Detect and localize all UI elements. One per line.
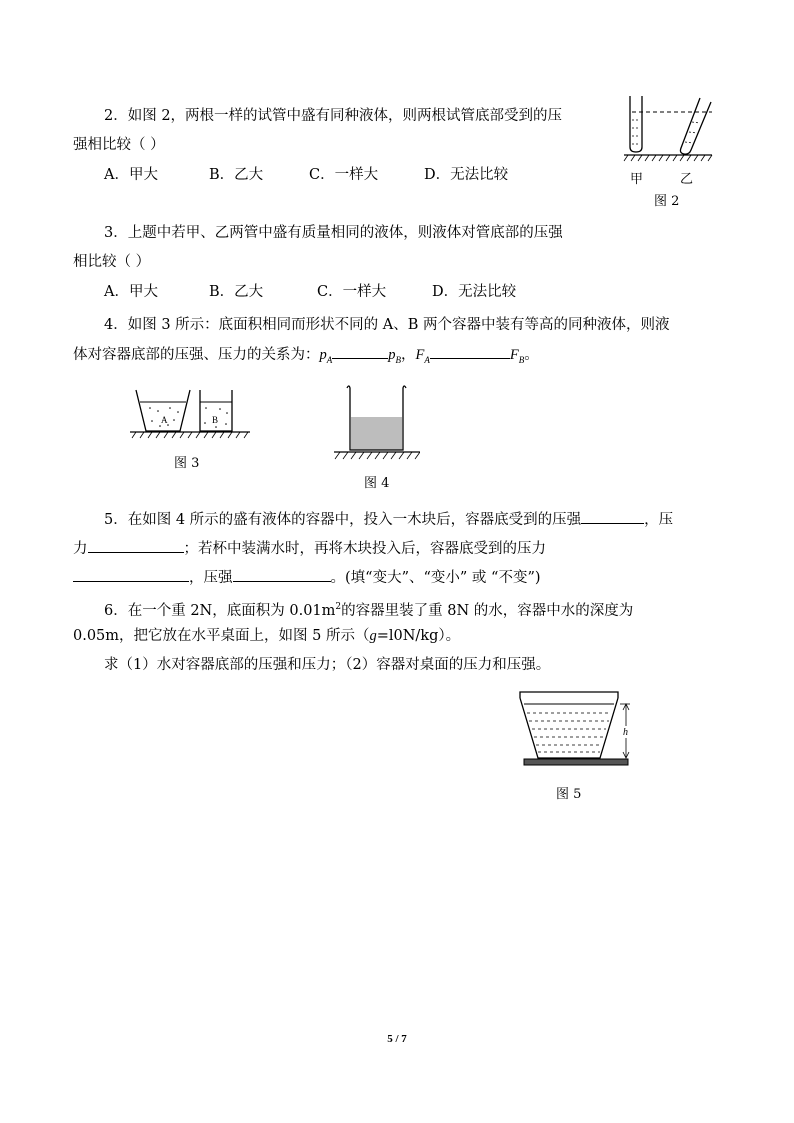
q4-sub-b: B	[395, 354, 401, 365]
q4-end: 。	[524, 347, 539, 363]
q4-p-b: p	[388, 347, 396, 363]
figure-3-caption: 图 3	[174, 456, 200, 471]
q2-option-a: A．甲大	[104, 167, 158, 183]
q6-line1-a: 6．在一个重 2N，底面积为 0.01m	[104, 602, 336, 619]
figure-5-h-label: h	[623, 727, 628, 738]
page-number: 5 / 7	[387, 1033, 407, 1045]
q5-line3	[73, 567, 541, 588]
q5-line3-end: 。(填“变大”、“变小” 或 “不变”)	[330, 570, 541, 586]
q6-line2-b: =l0N/kg）。	[376, 628, 461, 644]
figure-2-test-tubes	[622, 92, 714, 168]
q2-option-d: D．无法比较	[424, 167, 509, 183]
q4-line2	[73, 344, 539, 370]
q3-line2: 相比较（ ）	[73, 254, 151, 270]
q3-option-c: C．一样大	[317, 284, 387, 300]
q5-blank-force-1[interactable]	[88, 538, 184, 553]
q3-option-b: B．乙大	[209, 284, 264, 300]
figure-2-label-yi: 乙	[680, 172, 694, 187]
q4-blank-force[interactable]	[430, 344, 510, 359]
q5-line2	[73, 538, 546, 559]
q5-line1-end: ，压	[644, 512, 674, 528]
q3-option-a: A．甲大	[104, 284, 158, 300]
q4-sub-a: A	[326, 354, 333, 365]
q4-sub-fa: A	[424, 354, 430, 365]
q4-sub-fb: B	[518, 354, 525, 365]
q6-line3: 求（1）水对容器底部的压强和压力；（2）容器对桌面的压力和压强。	[104, 657, 551, 673]
q6-line2-a: 0.05m，把它放在水平桌面上，如图 5 所示（	[73, 628, 370, 644]
q5-blank-force-2[interactable]	[73, 567, 189, 582]
q5-line3-text: ，压强	[189, 570, 233, 586]
figure-5-container	[516, 686, 638, 776]
q4-line1: 4．如图 3 所示：底面积相同而形状不同的 A、B 两个容器中装有等高的同种液体，则液	[104, 317, 670, 333]
q2-options	[104, 165, 508, 185]
figure-4-caption: 图 4	[364, 476, 390, 491]
q5-line1-text: 5．在如图 4 所示的盛有液体的容器中，投入一木块后，容器底受到的压强	[104, 512, 582, 528]
q5-line2-start: 力	[73, 541, 88, 557]
figure-3-label-a: A	[161, 415, 168, 425]
q2-option-b: B．乙大	[209, 167, 264, 183]
figure-4-container	[330, 380, 420, 468]
q4-f-b: F	[509, 347, 519, 363]
q4-p-a: p	[319, 347, 327, 363]
q3-options	[104, 282, 516, 302]
q5-line2-text: ；若杯中装满水时，再将木块投入后，容器底受到的压力	[183, 541, 546, 557]
q6-sup: 2	[335, 602, 342, 612]
figure-3-label-b: B	[212, 415, 219, 425]
q6-g: g	[369, 628, 377, 644]
q5-blank-pressure-2[interactable]	[233, 567, 331, 582]
q4-line2-prefix: 体对容器底部的压强、压力的关系为：	[73, 347, 320, 363]
q4-comma: ，	[401, 347, 416, 363]
q3-line1: 3．上题中若甲、乙两管中盛有质量相同的液体，则液体对管底部的压强	[104, 225, 563, 241]
q6-line1	[104, 597, 633, 621]
q2-line1: 2．如图 2，两根一样的试管中盛有同种液体，则两根试管底部受到的压	[104, 108, 563, 124]
q6-line1-b: 的容器里装了重 8N 的水，容器中水的深度为	[341, 602, 634, 619]
figure-5-caption: 图 5	[556, 787, 582, 802]
q3-option-d: D．无法比较	[432, 284, 517, 300]
q6-line2	[73, 626, 460, 646]
q2-line2: 强相比较（ ）	[73, 137, 165, 153]
q2-option-c: C．一样大	[309, 167, 379, 183]
q5-line1	[104, 509, 673, 530]
q4-f-a: F	[415, 347, 425, 363]
figure-2-label-jia: 甲	[630, 172, 644, 187]
q5-blank-pressure-1[interactable]	[581, 509, 644, 524]
figure-2-caption: 图 2	[654, 194, 680, 209]
figure-3-containers	[130, 385, 252, 443]
q4-blank-pressure[interactable]	[332, 344, 388, 359]
